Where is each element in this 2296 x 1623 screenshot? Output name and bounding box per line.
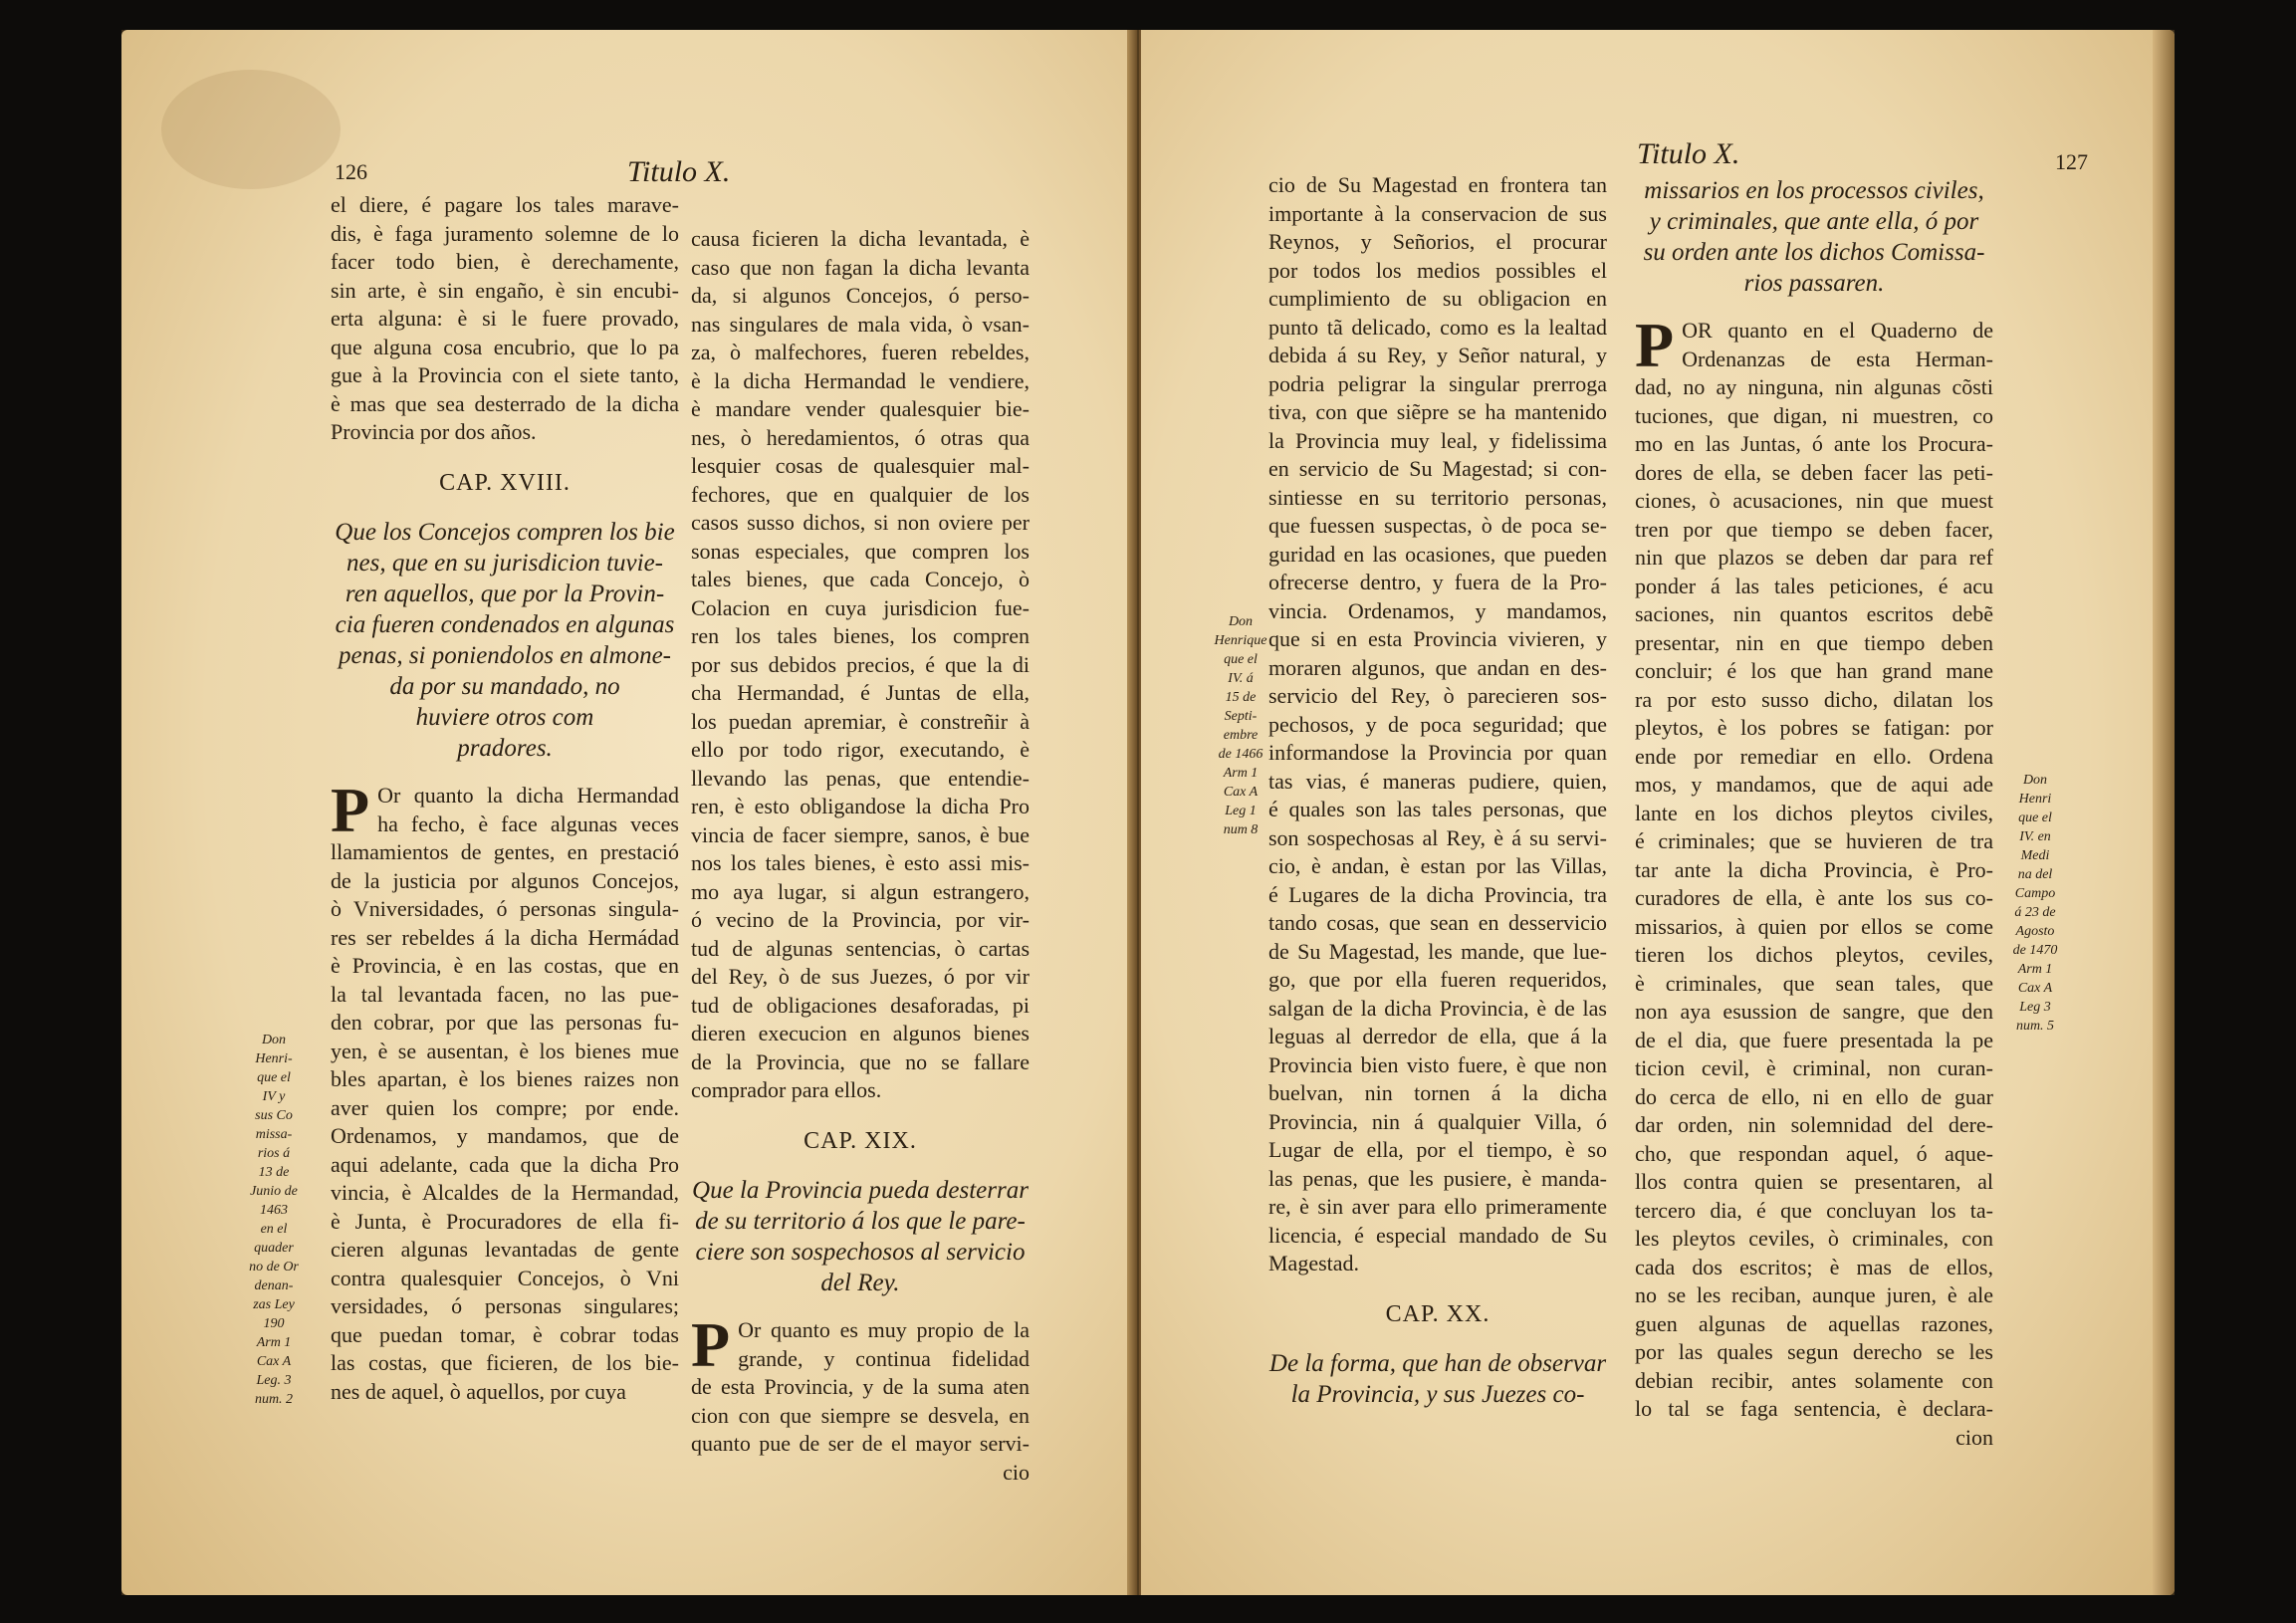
text-line: que alguna cosa encubrio, que lo pa xyxy=(331,334,679,359)
text-line: de la justicia por algunos Concejos, xyxy=(331,867,679,893)
text-line: mo en las Juntas, ó ante los Procura- xyxy=(1635,431,1993,456)
text-line: tud de obligaciones desaforadas, pi xyxy=(691,992,1030,1018)
text-line: llevando las penas, que entendie- xyxy=(691,765,1030,791)
text-line: cieren algunas levantadas de gente xyxy=(331,1237,679,1262)
text-line: buelvan, nin tornen á la dicha xyxy=(1268,1080,1607,1105)
continued-paragraph xyxy=(691,225,1030,1105)
text-line: cumplimiento de su obligacion en xyxy=(1268,286,1607,311)
text-line: los puedan apremiar, è constreñir à xyxy=(691,708,1030,734)
left-page-column-1 xyxy=(331,191,679,1406)
text-line: guen algunas de aquellas razones, xyxy=(1635,1310,1993,1336)
text-line: gue à la Provincia con el siete tanto, xyxy=(331,362,679,387)
text-line: caso que non fagan la dicha levanta xyxy=(691,254,1030,280)
margin-note-line: Arm 1 xyxy=(2017,962,2053,977)
text-line: aqui adelante, cada que la dicha Pro xyxy=(331,1151,679,1177)
text-line: Provincia, nin á qualquier Villa, ó xyxy=(1268,1108,1607,1134)
text-line: Que los Concejos compren los bie xyxy=(335,519,675,546)
text-line: è Provincia, è en las costas, que en xyxy=(331,953,679,978)
text-line: Ordenamos, y mandamos, que de xyxy=(331,1123,679,1148)
text-line: dis, è faga juramento solemne de lo xyxy=(331,220,679,246)
text-line: concluir; é los que han grand mane xyxy=(1635,658,1993,683)
left-page-column-2 xyxy=(691,225,1030,1487)
text-line: è la dicha Hermandad le vendiere, xyxy=(691,367,1030,393)
margin-note-line: Henrique xyxy=(1214,633,1267,648)
text-line: saciones, nin quantos escritos debẽ xyxy=(1635,601,1993,626)
text-line: por sus debidos precios, é que la di xyxy=(691,651,1030,677)
text-line: ciere son sospechosos al servicio xyxy=(695,1239,1026,1266)
text-line: pradores. xyxy=(457,735,553,762)
margin-note-line: num. 5 xyxy=(2015,1019,2055,1034)
text-line: cio de Su Magestad en frontera tan xyxy=(1268,172,1607,197)
chapter-body xyxy=(1635,310,1993,1452)
chapter-body xyxy=(691,1309,1030,1487)
text-line: la Provincia muy leal, y fidelissima xyxy=(1268,427,1607,453)
text-line: huviere otros com xyxy=(415,704,594,731)
text-line: guridad en las ocasiones, que pueden xyxy=(1268,541,1607,567)
text-line: ofrecerse dentro, y fuera de la Pro- xyxy=(1268,570,1607,594)
margin-note-line: Leg. 3 xyxy=(256,1373,292,1388)
text-line: lante en los dichos pleytos civiles, xyxy=(1635,800,1993,825)
text-line: debida á su Rey, y Señor natural, y xyxy=(1268,343,1607,367)
text-line: de su territorio á los que le pare- xyxy=(695,1208,1026,1235)
text-line: tren por que tiempo se deben facer, xyxy=(1635,516,1993,542)
text-line: OR quanto en el Quaderno de xyxy=(1682,318,1993,343)
margin-note-line: Arm 1 xyxy=(1223,766,1259,781)
text-line: Provincia bien visto fuere, è que non xyxy=(1268,1051,1607,1077)
text-line: quanto pue de ser de el mayor servi- xyxy=(691,1431,1030,1456)
text-line: tales bienes, que cada Concejo, ò xyxy=(691,567,1030,591)
right-page-column-1 xyxy=(1268,171,1607,1428)
left-page xyxy=(121,30,1135,1595)
text-line: pleytos, è los pobres se fatigan: por xyxy=(1635,715,1993,740)
text-line: son sospechosas al Rey, è á su servi- xyxy=(1268,824,1607,850)
text-line: las costas, que ficieren, de los bie- xyxy=(331,1350,679,1375)
text-line: de Su Magestad, les mande, que lue- xyxy=(1268,938,1607,964)
text-line: de el dia, que fuere presentada la pe xyxy=(1635,1027,1993,1052)
text-line: Colacion en cuya jurisdicion fue- xyxy=(691,594,1030,620)
margin-note-line: 13 de xyxy=(258,1165,290,1180)
text-line: tiva, con que siẽpre se ha mantenido xyxy=(1268,399,1607,424)
text-line: contra qualesquier Concejos, ò Vni xyxy=(331,1265,679,1290)
text-line: nes de aquel, ò aquellos, por cuya xyxy=(331,1378,626,1404)
text-line: Ordenanzas de esta Herman- xyxy=(1682,346,1993,371)
margin-note-line: Junio de xyxy=(250,1184,298,1199)
text-line: Provincia por dos años. xyxy=(331,419,537,444)
text-line: ó vecino de la Provincia, por vir- xyxy=(691,907,1030,932)
text-line: tas vias, é maneras pudiere, quien, xyxy=(1268,768,1607,794)
text-line: é criminales; que se huvieren de tra xyxy=(1635,828,1993,853)
margin-note-line: que el xyxy=(257,1070,291,1085)
margin-note-line: 190 xyxy=(263,1316,285,1331)
margin-note-line: Henri- xyxy=(255,1051,293,1066)
right-page xyxy=(1141,30,2175,1595)
text-line: ello por todo rigor, executando, è xyxy=(691,737,1030,762)
text-line: grande, y continua fidelidad xyxy=(738,1345,1030,1371)
text-line: importante à la conservacion de sus xyxy=(1268,200,1607,226)
chapter-label: CAP. XIX. xyxy=(804,1127,917,1154)
text-line: tercero dia, é que concluyan los ta- xyxy=(1635,1197,1993,1223)
chapter-label: CAP. XX. xyxy=(1385,1300,1491,1327)
text-line: les pleytos ceviles, ò criminales, con xyxy=(1635,1226,1993,1251)
text-line: vincia de facer siempre, sanos, è bue xyxy=(691,821,1030,847)
margin-note-line: que el xyxy=(1224,652,1258,667)
margin-note-line: en el xyxy=(260,1222,288,1237)
margin-note-line: 1463 xyxy=(260,1203,288,1218)
text-line: tieren los dichos pleytos, ceviles, xyxy=(1635,942,1993,967)
text-line: llos contra quien se presentaren, al xyxy=(1635,1169,1993,1194)
page-number: 127 xyxy=(2055,149,2088,174)
text-line: De la forma, que han de observar xyxy=(1268,1350,1607,1377)
text-line: mos, y mandamos, que de aqui ade xyxy=(1635,772,1993,797)
margin-note-line: rios á xyxy=(257,1146,291,1161)
chapter-body xyxy=(331,775,679,1406)
text-line: tud de algunas sentencias, ò cartas xyxy=(691,935,1030,961)
text-line: è mas que sea desterrado de la dicha xyxy=(331,390,679,416)
text-line: versidades, ó personas singulares; xyxy=(331,1293,679,1318)
text-line: la tal levantada facen, no las pue- xyxy=(331,981,679,1007)
text-line: ticion cevil, è criminal, non curan- xyxy=(1635,1055,1993,1080)
text-line: leguas al derredor de ella, que á la xyxy=(1268,1024,1607,1048)
text-line: cia fueren condenados en algunas xyxy=(335,611,675,638)
text-line: cion con que siempre se desvela, en xyxy=(691,1402,1030,1428)
drop-cap: P xyxy=(331,775,370,845)
drop-cap: P xyxy=(691,1309,731,1380)
text-line: el diere, é pagare los tales marave- xyxy=(331,192,679,217)
text-line: presentar, nin en que tiempo deben xyxy=(1635,629,1993,655)
text-line: da por su mandado, no xyxy=(389,673,620,700)
text-line: de esta Provincia, y de la suma aten xyxy=(691,1374,1030,1399)
text-line: missarios, à quien por ellos se come xyxy=(1635,913,1993,939)
text-line: lesquier cosas de qualesquier mal- xyxy=(691,453,1030,478)
margin-note-line: IV. á xyxy=(1228,671,1254,686)
margin-note-line: Cax A xyxy=(256,1354,292,1369)
text-line: comprador para ellos. xyxy=(691,1077,882,1102)
continued-paragraph xyxy=(1268,171,1607,1278)
margin-note-line: IV y xyxy=(262,1089,286,1104)
text-line: lo tal se faga sentencia, è declara- xyxy=(1635,1396,1993,1421)
text-line: sintiesse en su territorio personas, xyxy=(1268,484,1607,510)
text-line: que puedan tomar, è cobrar todas xyxy=(331,1321,679,1347)
margin-note-line: Don xyxy=(2022,773,2048,788)
text-line: tando cosas, que sean en desservicio xyxy=(1268,910,1607,935)
running-head: Titulo X. xyxy=(1637,137,1740,170)
text-line: è mandare vender qualesquier bie- xyxy=(691,396,1030,421)
text-line: nes, que en su jurisdicion tuvie- xyxy=(346,550,663,577)
text-line: vincia. Ordenamos, y mandamos, xyxy=(1268,597,1607,623)
text-line: sin arte, è sin engaño, è sin encubi- xyxy=(331,277,679,303)
margin-note-line: na del xyxy=(2017,867,2053,882)
text-line: non aya esussion de sangre, que den xyxy=(1635,999,1993,1024)
text-line: go, que por ella fueren requeridos, xyxy=(1268,967,1607,992)
text-line: nos los tales bienes, è esto assi mis- xyxy=(691,850,1030,875)
text-line: punto tã delicado, como es la lealtad xyxy=(1268,314,1607,340)
text-line: las penas, que les pusiere, è manda- xyxy=(1268,1165,1607,1191)
text-line: causa ficieren la dicha levantada, è xyxy=(691,226,1030,251)
text-line: dar orden, nin solemnidad del dere- xyxy=(1635,1112,1993,1137)
text-line: que si en esta Provincia vivieren, y xyxy=(1268,626,1607,651)
margin-note-line: Henri xyxy=(2018,792,2052,807)
text-line: yen, è se ausentan, è los bienes mue xyxy=(331,1038,679,1063)
text-line: nas singulares de mala vida, ò vsan- xyxy=(691,311,1030,337)
margin-note-line: que el xyxy=(2018,811,2052,825)
text-line: tar ante la dicha Provincia, è Pro- xyxy=(1635,856,1993,882)
margin-note-line: Don xyxy=(1228,614,1254,629)
text-line: dad, no ay ninguna, nin algunas cõsti xyxy=(1635,374,1993,399)
chapter-heading xyxy=(1268,1348,1607,1410)
text-line: nin que plazos se deben dar para ref xyxy=(1635,545,1993,570)
margin-note xyxy=(239,1031,309,1409)
text-line: ponder á las tales peticiones, é acu xyxy=(1635,573,1993,598)
text-line: do cerca de ello, ni en ello de guar xyxy=(1635,1083,1993,1109)
text-line: ha fecho, è face algunas veces xyxy=(377,811,679,836)
margin-note-line: Campo xyxy=(2014,886,2056,901)
margin-note-line: de 1466 xyxy=(1218,747,1263,762)
text-line: ende por remediar en ello. Ordena xyxy=(1635,743,1993,769)
margin-note-line: sus Co xyxy=(255,1108,293,1123)
text-line: vincia, è Alcaldes de la Hermandad, xyxy=(331,1180,679,1205)
text-line: que fuessen suspectas, ò de poca se- xyxy=(1268,513,1607,538)
text-line: bles apartan, è los bienes raizes non xyxy=(331,1066,679,1091)
text-line: nes, ò heredamientos, ó otras qua xyxy=(691,424,1030,450)
margin-note-line: Leg 3 xyxy=(2019,1000,2051,1015)
text-line: Or quanto la dicha Hermandad xyxy=(377,783,679,808)
margin-note-line: 15 de xyxy=(1225,690,1257,705)
text-line: cha Hermandad, é Juntas de ella, xyxy=(691,680,1030,705)
text-line: cio, è andan, è estan por las Villas, xyxy=(1268,853,1607,878)
margin-note-line: quader xyxy=(254,1241,294,1256)
text-line: del Rey. xyxy=(820,1270,900,1296)
text-line: è criminales, que sean tales, que xyxy=(1635,970,1993,996)
text-line: Que la Provincia pueda desterrar xyxy=(692,1177,1029,1204)
margin-note-line: Don xyxy=(261,1033,287,1047)
text-line: ren los tales bienes, los compren xyxy=(691,623,1030,648)
text-line: ren aquellos, que por la Provin- xyxy=(344,580,665,607)
text-line: é Lugares de la dicha Provincia, tra xyxy=(1268,881,1607,907)
carryover-paragraph xyxy=(331,191,679,447)
text-line: missarios en los processos civiles, xyxy=(1644,177,1984,204)
text-line: da, si algunos Concejos, ó perso- xyxy=(691,283,1030,308)
chapter-label: CAP. XVIII. xyxy=(439,469,571,496)
margin-note-line: Agosto xyxy=(2015,924,2055,939)
book-spread xyxy=(121,30,2175,1595)
text-line: cio xyxy=(1003,1459,1030,1485)
paper-stain xyxy=(161,70,341,189)
running-head: Titulo X. xyxy=(627,155,731,188)
right-page-column-2 xyxy=(1635,175,1993,1452)
text-line: curadores de ella, è ante los sus co- xyxy=(1635,885,1993,910)
text-line: Lugar de ella, por el tiempo, è so xyxy=(1268,1137,1607,1162)
text-line: llamamientos de gentes, en prestació xyxy=(331,839,679,864)
chapter-heading-continued xyxy=(1635,175,1993,299)
text-line: debian recibir, antes solamente con xyxy=(1635,1367,1993,1393)
text-line: no se les reciban, aunque juren, è ale xyxy=(1635,1282,1993,1307)
margin-note xyxy=(2007,771,2063,1036)
margin-note-line: num 8 xyxy=(1223,822,1259,837)
text-line: rios passaren. xyxy=(1743,270,1885,297)
text-line: la Provincia, y sus Juezes co- xyxy=(1290,1381,1585,1408)
text-line: tuciones, que digan, ni muestren, co xyxy=(1635,402,1993,428)
margin-note-line: embre xyxy=(1223,728,1259,743)
text-line: informandose la Provincia por quan xyxy=(1268,740,1607,765)
text-line: su orden ante los dichos Comissa- xyxy=(1643,239,1985,266)
text-line: mo aya lugar, si algun estrangero, xyxy=(691,878,1030,904)
margin-note-line: Arm 1 xyxy=(256,1335,292,1350)
margin-note-line: missa- xyxy=(255,1127,293,1142)
margin-note xyxy=(1211,612,1270,839)
text-line: fechores, que en qualquier de los xyxy=(691,481,1030,507)
text-line: re, è sin aver para ello primeramente xyxy=(1268,1194,1607,1219)
page-number: 126 xyxy=(335,159,367,184)
text-line: ciones, ò acusaciones, nin que muest xyxy=(1635,488,1993,513)
margin-note-line: Medi xyxy=(2020,848,2050,863)
text-line: ò Vniversidades, ó personas singula- xyxy=(331,896,679,921)
page-edge xyxy=(2153,30,2175,1595)
margin-note-line: denan- xyxy=(254,1278,294,1293)
text-line: licencia, é especial mandado de Su xyxy=(1268,1222,1607,1248)
text-line: cion xyxy=(1955,1424,1993,1450)
text-line: sonas especiales, que compren los xyxy=(691,538,1030,564)
text-line: Magestad. xyxy=(1268,1251,1360,1275)
margin-note-line: á 23 de xyxy=(2014,905,2056,920)
text-line: servicio del Rey, ò parecieren sos- xyxy=(1268,683,1607,708)
text-line: Or quanto es muy propio de la xyxy=(738,1317,1030,1342)
margin-note-line: Cax A xyxy=(1223,785,1259,800)
text-line: penas, si poniendolos en almone- xyxy=(339,642,671,669)
text-line: por las quales segun derecho se les xyxy=(1635,1339,1993,1364)
text-line: ra por esto susso dicho, dilatan los xyxy=(1635,686,1993,712)
margin-note-line: zas Ley xyxy=(253,1297,295,1312)
margin-note-line: Cax A xyxy=(2017,981,2053,996)
margin-note-line: de 1470 xyxy=(2012,943,2058,958)
text-line: de la Provincia, que no se fallare xyxy=(691,1048,1030,1074)
drop-cap: P xyxy=(1635,310,1675,380)
text-line: é quales son las tales personas, que xyxy=(1268,797,1607,821)
text-line: erta alguna: è si le fuere provado, xyxy=(331,306,679,331)
text-line: facer todo bien, è derechamente, xyxy=(331,249,679,274)
text-line: dores de ella, se deben facer las peti- xyxy=(1635,459,1993,485)
text-line: è Junta, è Procuradores de ella fi- xyxy=(331,1208,679,1234)
text-line: moraren algunos, que andan en des- xyxy=(1268,654,1607,680)
margin-note-line: no de Or xyxy=(249,1260,299,1275)
text-line: y criminales, que ante ella, ó por xyxy=(1649,208,1979,235)
text-line: en servicio de Su Magestad; si con- xyxy=(1268,456,1607,481)
text-line: dieren execucion en algunos bienes xyxy=(691,1021,1030,1045)
text-line: res ser rebeldes á la dicha Hermádad xyxy=(331,924,679,950)
text-line: casos susso dichos, si non oviere per xyxy=(691,510,1030,535)
text-line: por todos los medios possibles el xyxy=(1268,257,1607,283)
text-line: salgan de la dicha Provincia, è de las xyxy=(1268,995,1607,1021)
text-line: pechosos, y de poca seguridad; que xyxy=(1268,711,1607,737)
text-line: cho, que respondan aquel, ó aque- xyxy=(1635,1140,1993,1166)
margin-note-line: IV. en xyxy=(2019,829,2051,844)
chapter-heading xyxy=(691,1175,1030,1298)
text-line: aver quien los compre; por ende. xyxy=(331,1094,679,1120)
text-line: za, ò malfechores, fueren rebeldes, xyxy=(691,340,1030,364)
margin-note-line: Leg 1 xyxy=(1225,804,1257,818)
text-line: del Rey, ò de sus Juezes, ó por vir xyxy=(691,964,1030,989)
text-line: cada dos escritos; è mas de ellos, xyxy=(1635,1254,1993,1279)
text-line: den cobrar, por que las personas fu- xyxy=(331,1010,679,1035)
margin-note-line: Septi- xyxy=(1224,709,1258,724)
text-line: ren, è esto obligandose la dicha Pro xyxy=(691,794,1030,818)
margin-note-line: num. 2 xyxy=(254,1392,294,1407)
chapter-heading xyxy=(331,517,679,764)
text-line: Reynos, y Señorios, el procurar xyxy=(1268,229,1607,254)
text-line: podria peligrar la singular prerroga xyxy=(1268,370,1607,396)
